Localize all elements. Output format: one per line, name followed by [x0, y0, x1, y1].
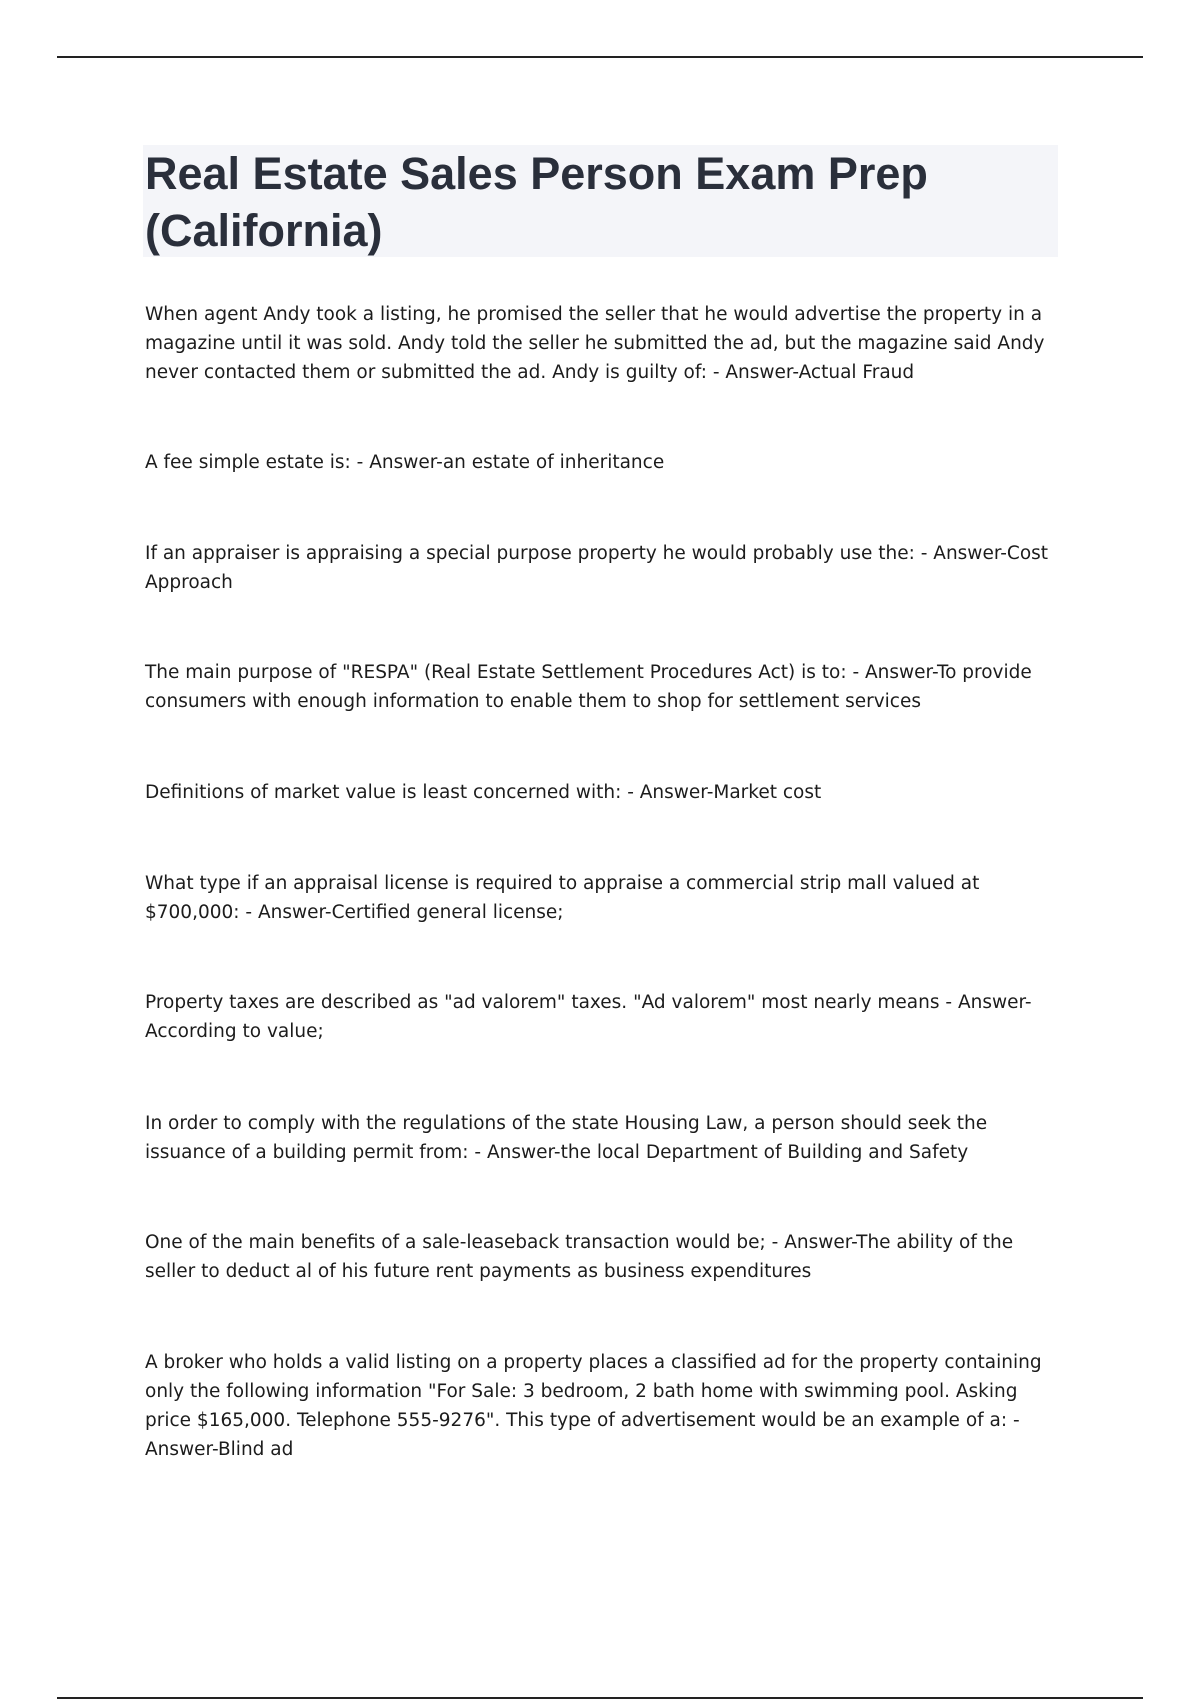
question-item: A fee simple estate is: - Answer-an estate of inheritance: [145, 452, 665, 473]
question-item: Definitions of market value is least concerned with: - Answer-Market cost: [145, 782, 822, 803]
question-item: What type if an appraisal license is required to appraise a commercial strip mall valued at $700,000: - Answer-Certified general license;: [145, 873, 980, 923]
footer-rule: [57, 1697, 1143, 1699]
question-item: The main purpose of "RESPA" (Real Estate Settlement Procedures Act) is to: - Answer-To provide consumers with enough information to enable them to shop for settlement services: [145, 662, 1032, 712]
question-item: One of the main benefits of a sale-leaseback transaction would be; - Answer-The ability of the seller to deduct al of his future rent payments as business expenditures: [145, 1232, 1014, 1282]
question-item: When agent Andy took a listing, he promised the seller that he would advertise the property in a magazine until it was sold. Andy told the seller he submitted the ad, but the magazine said Andy never contacted them or submitted the ad. Andy is guilty of: - Answer-Actual Fraud: [145, 304, 1045, 383]
title-block: [143, 145, 1058, 257]
question-item: Property taxes are described as "ad valorem" taxes. "Ad valorem" most nearly means - Answer-According to value;: [145, 992, 1032, 1042]
header-rule: [57, 56, 1143, 58]
document-title: Real Estate Sales Person Exam Prep (California): [145, 148, 928, 256]
question-item: If an appraiser is appraising a special purpose property he would probably use the: - Answer-Cost Approach: [145, 543, 1049, 593]
question-item: In order to comply with the regulations of the state Housing Law, a person should seek the issuance of a building permit from: - Answer-the local Department of Building and Safety: [145, 1113, 988, 1163]
question-item: A broker who holds a valid listing on a property places a classified ad for the property containing only the following information "For Sale: 3 bedroom, 2 bath home with swimming pool. Asking price $165,000. Telephone 555-9276". This type of advertisement would be an example of a: - Answer-Blind ad: [145, 1352, 1042, 1460]
